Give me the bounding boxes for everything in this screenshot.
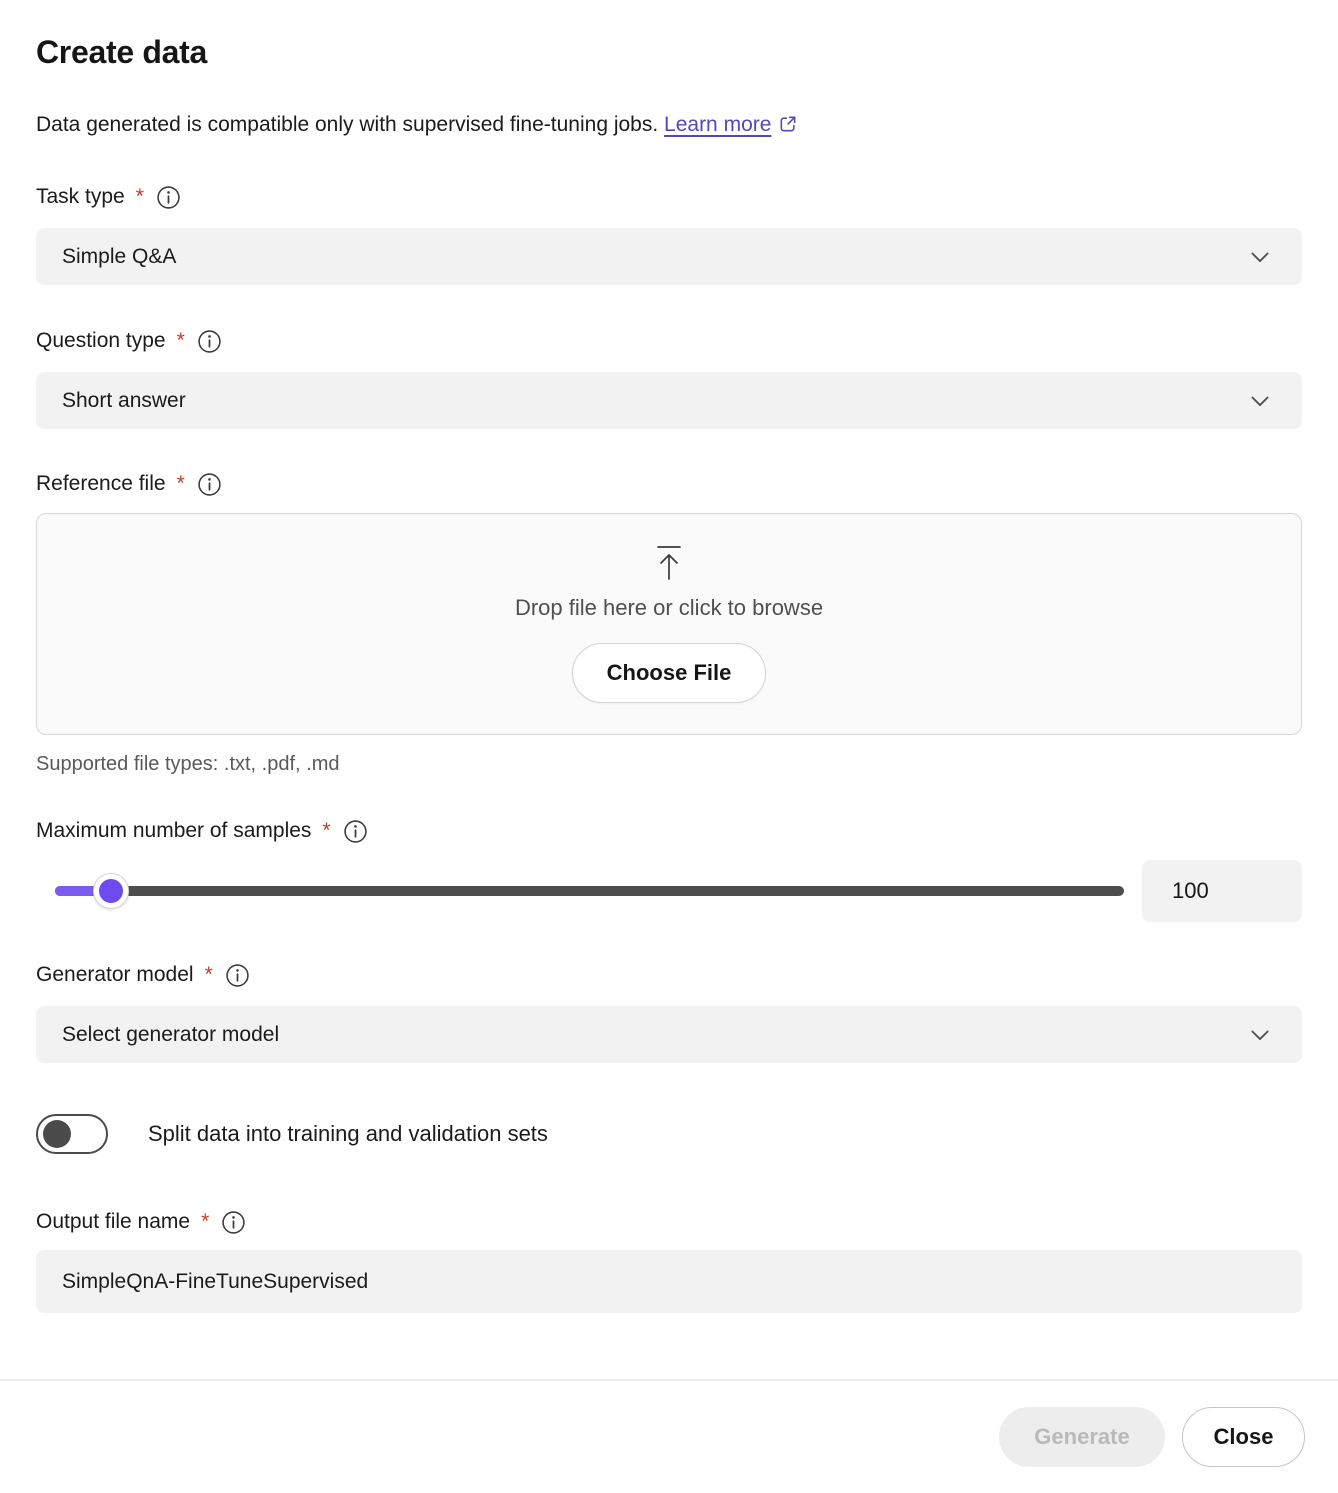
generator-model-placeholder: Select generator model <box>62 1022 280 1046</box>
chevron-down-icon <box>1246 387 1274 415</box>
task-type-value: Simple Q&A <box>62 244 177 268</box>
info-icon[interactable] <box>225 963 250 988</box>
question-type-label: Question type <box>36 329 166 352</box>
required-asterisk: * <box>176 472 185 495</box>
info-icon[interactable] <box>221 1210 246 1235</box>
upload-arrow-icon <box>655 545 683 581</box>
chevron-down-icon <box>1246 243 1274 271</box>
create-data-dialog <box>0 33 1338 1313</box>
task-type-label-row <box>36 183 1302 211</box>
choose-file-button[interactable]: Choose File <box>572 643 767 703</box>
output-file-name-input[interactable] <box>36 1250 1302 1313</box>
required-asterisk: * <box>204 963 213 986</box>
max-samples-slider-row <box>36 860 1302 922</box>
generator-model-label: Generator model <box>36 963 194 986</box>
generator-model-label-row <box>36 961 1302 989</box>
dialog-description <box>36 111 1302 139</box>
dialog-footer <box>0 1379 1338 1493</box>
question-type-label-row <box>36 327 1302 355</box>
learn-more-link[interactable]: Learn more <box>664 113 772 136</box>
slider-thumb[interactable] <box>93 873 129 909</box>
output-file-name-label: Output file name <box>36 1210 191 1233</box>
page-title: Create data <box>36 34 207 70</box>
description-text: Data generated is compatible only with supervised fine-tuning jobs. <box>36 113 659 136</box>
external-link-icon <box>778 114 798 134</box>
generate-button[interactable]: Generate <box>999 1407 1165 1467</box>
question-type-select[interactable] <box>36 372 1302 429</box>
max-samples-value[interactable]: 100 <box>1142 860 1302 922</box>
required-asterisk: * <box>176 329 185 352</box>
max-samples-label-row <box>36 817 1302 845</box>
question-type-value: Short answer <box>62 388 186 412</box>
info-icon[interactable] <box>343 819 368 844</box>
reference-file-label-row <box>36 470 1302 498</box>
split-data-toggle-label: Split data into training and validation sets <box>148 1121 548 1146</box>
max-samples-label: Maximum number of samples <box>36 819 312 842</box>
split-data-toggle[interactable] <box>36 1114 108 1154</box>
required-asterisk: * <box>322 819 331 842</box>
slider-track[interactable] <box>55 886 1124 896</box>
task-type-select[interactable] <box>36 228 1302 285</box>
dropzone-hint-text: Drop file here or click to browse <box>514 595 824 620</box>
chevron-down-icon <box>1246 1021 1274 1049</box>
required-asterisk: * <box>135 185 144 208</box>
toggle-knob <box>43 1120 71 1148</box>
info-icon[interactable] <box>156 185 181 210</box>
split-data-toggle-row <box>36 1114 1302 1154</box>
info-icon[interactable] <box>197 329 222 354</box>
output-file-name-label-row <box>36 1208 1302 1236</box>
generator-model-select[interactable] <box>36 1006 1302 1063</box>
max-samples-slider[interactable] <box>55 871 1124 911</box>
file-dropzone[interactable] <box>36 513 1302 735</box>
supported-file-types-note: Supported file types: .txt, .pdf, .md <box>36 753 340 775</box>
reference-file-label: Reference file <box>36 472 166 495</box>
required-asterisk: * <box>201 1210 210 1233</box>
task-type-label: Task type <box>36 185 125 208</box>
info-icon[interactable] <box>197 472 222 497</box>
close-button[interactable]: Close <box>1182 1407 1305 1467</box>
